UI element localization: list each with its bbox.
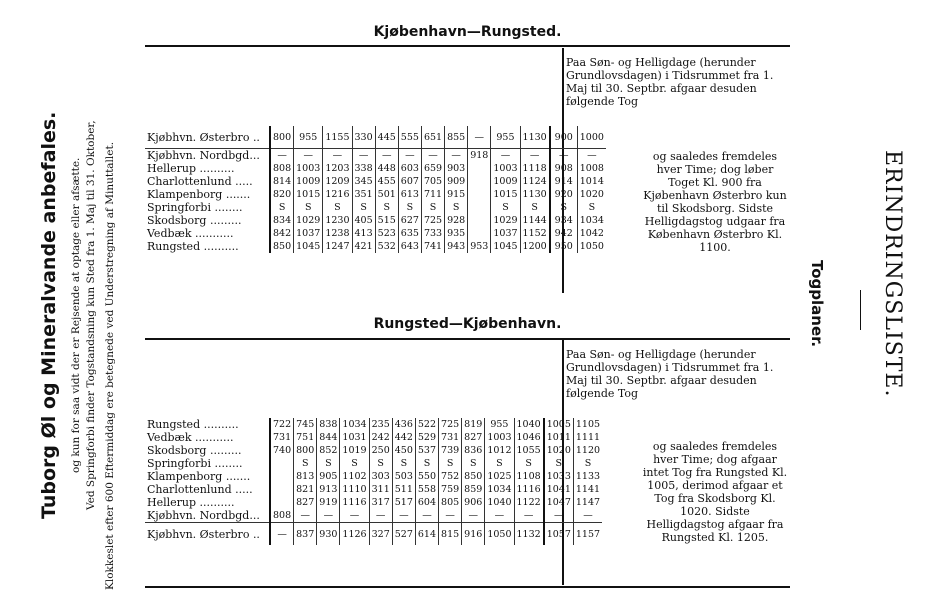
time-cell: 1045	[294, 240, 323, 253]
time-cell: 1029	[491, 214, 520, 227]
time-cell: 731	[439, 431, 462, 444]
time-cell: 705	[421, 175, 444, 188]
holiday-time-cell: 1000	[577, 126, 606, 149]
time-cell: 955	[294, 126, 323, 149]
station-name: Klampenborg .......	[147, 470, 251, 483]
time-cell: —	[340, 509, 369, 523]
section2-note: Paa Søn- og Helligdage (herunder Grundlovsdagen) i Tidsrummet fra 1. Maj til 30. Septbr. afgaar desuden følgende Tog	[566, 348, 774, 400]
holiday-time-cell: 1033	[544, 470, 574, 483]
time-cell	[468, 162, 491, 175]
time-cell: 1015	[294, 188, 323, 201]
time-cell: —	[421, 149, 444, 163]
holiday-time-cell: —	[550, 149, 578, 163]
time-cell: —	[445, 149, 468, 163]
table-row	[145, 418, 602, 431]
time-cell: 327	[369, 523, 392, 546]
time-cell: 935	[445, 227, 468, 240]
section1-title: Kjøbenhavn—Rungsted.	[373, 24, 562, 40]
time-cell: 943	[445, 240, 468, 253]
time-cell: 421	[352, 240, 375, 253]
time-cell: 1238	[323, 227, 352, 240]
time-cell: —	[462, 509, 485, 523]
time-cell: S	[323, 201, 352, 214]
time-cell	[270, 483, 294, 496]
section1-top-rule	[145, 45, 790, 47]
time-cell: 604	[415, 496, 438, 509]
time-cell: 1025	[485, 470, 514, 483]
time-cell: 1230	[323, 214, 352, 227]
holiday-time-cell: S	[550, 201, 578, 214]
time-cell: 1247	[323, 240, 352, 253]
time-cell: 311	[369, 483, 392, 496]
section2-side-note: og saaledes fremdeles hver Time; dog afgaar intet Tog fra Rungsted Kl. 1005, derimod afgaar et Tog fra Skodsborg Kl. 1020. Sidste Helligdagstog afgaar fra Rungsted Kl. 1205.	[642, 440, 788, 544]
time-cell: 448	[375, 162, 398, 175]
time-cell: 1040	[485, 496, 514, 509]
holiday-time-cell: 1047	[544, 496, 574, 509]
table-row	[145, 509, 602, 523]
time-cell: 745	[294, 418, 317, 431]
time-cell: 651	[421, 126, 444, 149]
section2-top-rule	[145, 338, 790, 340]
time-cell: 1102	[340, 470, 369, 483]
time-cell: 1034	[485, 483, 514, 496]
time-cell: 1130	[520, 126, 550, 149]
time-cell	[270, 496, 294, 509]
time-cell: —	[317, 509, 340, 523]
time-cell: 317	[369, 496, 392, 509]
time-cell: 1122	[514, 496, 544, 509]
time-cell: 1009	[294, 175, 323, 188]
time-cell: 442	[392, 431, 415, 444]
holiday-time-cell: 1034	[577, 214, 606, 227]
time-cell: 1003	[485, 431, 514, 444]
time-cell: 711	[421, 188, 444, 201]
time-cell: 405	[352, 214, 375, 227]
table-row	[145, 201, 606, 214]
time-cell: 537	[415, 444, 438, 457]
time-cell: 1055	[514, 444, 544, 457]
time-cell: S	[294, 201, 323, 214]
time-cell: S	[439, 457, 462, 470]
time-cell: 1003	[491, 162, 520, 175]
table-row	[145, 227, 606, 240]
time-cell: 603	[398, 162, 421, 175]
time-cell: 523	[375, 227, 398, 240]
time-cell: 501	[375, 188, 398, 201]
time-cell: S	[445, 201, 468, 214]
holiday-time-cell: 1141	[573, 483, 602, 496]
time-cell: 1029	[294, 214, 323, 227]
section1-cap	[145, 48, 562, 124]
time-cell: 413	[352, 227, 375, 240]
time-cell: 855	[445, 126, 468, 149]
station-name: Hellerup ..........	[147, 162, 235, 175]
time-cell: —	[491, 149, 520, 163]
time-cell	[468, 201, 491, 214]
time-cell: 450	[392, 444, 415, 457]
time-cell: S	[317, 457, 340, 470]
time-cell: 1034	[340, 418, 369, 431]
time-cell: 627	[398, 214, 421, 227]
time-cell: —	[270, 149, 294, 163]
time-cell: 1045	[491, 240, 520, 253]
station-name: Springforbi ........	[147, 457, 243, 470]
time-cell: 1003	[294, 162, 323, 175]
time-cell: 1037	[294, 227, 323, 240]
time-cell: 607	[398, 175, 421, 188]
time-cell: 1132	[514, 523, 544, 546]
holiday-time-cell: 1057	[544, 523, 574, 546]
time-cell: 1050	[485, 523, 514, 546]
table-row	[145, 126, 606, 149]
time-cell: 838	[317, 418, 340, 431]
time-cell: 242	[369, 431, 392, 444]
time-cell: 1040	[514, 418, 544, 431]
time-cell: 1009	[491, 175, 520, 188]
time-cell: S	[398, 201, 421, 214]
time-cell: —	[270, 523, 294, 546]
holiday-time-cell: 914	[550, 175, 578, 188]
time-cell: 953	[468, 240, 491, 253]
time-cell: 338	[352, 162, 375, 175]
section2-title: Rungsted—Kjøbenhavn.	[373, 316, 562, 332]
holiday-time-cell: —	[577, 149, 606, 163]
time-cell: 915	[445, 188, 468, 201]
table-row	[145, 431, 602, 444]
time-cell: 1200	[520, 240, 550, 253]
time-cell: 906	[462, 496, 485, 509]
time-cell: 837	[294, 523, 317, 546]
section2-table	[145, 418, 602, 545]
time-cell: 909	[445, 175, 468, 188]
time-cell	[270, 457, 294, 470]
time-cell: 913	[317, 483, 340, 496]
time-cell: 751	[294, 431, 317, 444]
time-cell: 1124	[520, 175, 550, 188]
section1-table	[145, 126, 606, 253]
time-cell: S	[485, 457, 514, 470]
time-cell: 550	[415, 470, 438, 483]
time-cell: 445	[375, 126, 398, 149]
holiday-time-cell: 900	[550, 126, 578, 149]
time-cell: 1155	[323, 126, 352, 149]
time-cell: 808	[270, 509, 294, 523]
section1-note: Paa Søn- og Helligdage (herunder Grundlovsdagen) i Tidsrummet fra 1. Maj til 30. Septbr. afgaar desuden følgende Tog	[566, 56, 774, 108]
holiday-time-cell: 1105	[573, 418, 602, 431]
holiday-time-cell: 1133	[573, 470, 602, 483]
time-cell: 815	[439, 523, 462, 546]
table-row	[145, 240, 606, 253]
time-cell: 955	[491, 126, 520, 149]
holiday-time-cell: 1050	[577, 240, 606, 253]
time-cell: 613	[398, 188, 421, 201]
table-row	[145, 444, 602, 457]
time-cell: 527	[392, 523, 415, 546]
time-cell: 1130	[520, 188, 550, 201]
footnote-line3: og kun for saa vidt der er Rejsende at optage eller afsætte.	[70, 157, 82, 473]
time-cell: 555	[398, 126, 421, 149]
time-cell: 752	[439, 470, 462, 483]
time-cell: S	[415, 457, 438, 470]
station-name: Rungsted ..........	[147, 240, 239, 253]
time-cell: 842	[270, 227, 294, 240]
time-cell: —	[439, 509, 462, 523]
station-name: Skodsborg .........	[147, 444, 242, 457]
time-cell: 850	[270, 240, 294, 253]
time-cell: 1116	[514, 483, 544, 496]
time-cell: 813	[294, 470, 317, 483]
time-cell: 731	[270, 431, 294, 444]
station-name: Kjøbhvn. Nordbgd...	[147, 149, 260, 162]
time-cell: 522	[415, 418, 438, 431]
time-cell: 503	[392, 470, 415, 483]
station-name: Hellerup ..........	[147, 496, 235, 509]
time-cell: —	[375, 149, 398, 163]
time-cell: 850	[462, 470, 485, 483]
holiday-time-cell: 1020	[577, 188, 606, 201]
station-name: Kjøbhvn. Østerbro ..	[145, 126, 270, 149]
station-name: Charlottenlund .....	[147, 483, 253, 496]
togplaner-heading: Togplaner.	[808, 260, 826, 348]
time-cell: 235	[369, 418, 392, 431]
holiday-time-cell: 1008	[577, 162, 606, 175]
time-cell: —	[415, 509, 438, 523]
time-cell: 916	[462, 523, 485, 546]
holiday-time-cell: 950	[550, 240, 578, 253]
footnote-line1: Klokkeslet efter 600 Eftermiddag ere betegnede ved Understregning af Minuttallet.	[104, 141, 116, 590]
time-cell: 517	[392, 496, 415, 509]
holiday-time-cell: 1011	[544, 431, 574, 444]
time-cell: S	[421, 201, 444, 214]
table-row	[145, 214, 606, 227]
time-cell: 659	[421, 162, 444, 175]
holiday-time-cell: S	[577, 201, 606, 214]
time-cell: 1152	[520, 227, 550, 240]
table-row	[145, 149, 606, 163]
time-cell: 303	[369, 470, 392, 483]
time-cell: 903	[445, 162, 468, 175]
table-row	[145, 188, 606, 201]
time-cell: 1116	[340, 496, 369, 509]
time-cell: 722	[270, 418, 294, 431]
time-cell: 1046	[514, 431, 544, 444]
time-cell: —	[369, 509, 392, 523]
holiday-time-cell: S	[573, 457, 602, 470]
time-cell: —	[392, 509, 415, 523]
time-cell: S	[514, 457, 544, 470]
station-name: Kjøbhvn. Østerbro ..	[145, 523, 270, 546]
time-cell: S	[294, 457, 317, 470]
table-row	[145, 523, 602, 546]
time-cell: 834	[270, 214, 294, 227]
time-cell: 1118	[520, 162, 550, 175]
time-cell: —	[294, 509, 317, 523]
time-cell: 930	[317, 523, 340, 546]
time-cell: 351	[352, 188, 375, 201]
holiday-time-cell: 1111	[573, 431, 602, 444]
holiday-time-cell: 1005	[544, 418, 574, 431]
time-cell: 643	[398, 240, 421, 253]
time-cell: 529	[415, 431, 438, 444]
time-cell: 905	[317, 470, 340, 483]
station-name: Kjøbhvn. Nordbgd...	[147, 509, 260, 522]
time-cell: 1209	[323, 175, 352, 188]
time-cell: 345	[352, 175, 375, 188]
table-row	[145, 470, 602, 483]
table-row	[145, 496, 602, 509]
time-cell	[468, 214, 491, 227]
time-cell: 250	[369, 444, 392, 457]
time-cell: 511	[392, 483, 415, 496]
holiday-time-cell: S	[544, 457, 574, 470]
time-cell: 836	[462, 444, 485, 457]
divider-short	[860, 290, 862, 330]
time-cell: 739	[439, 444, 462, 457]
time-cell: 800	[294, 444, 317, 457]
holiday-time-cell: —	[544, 509, 574, 523]
holiday-time-cell: 1157	[573, 523, 602, 546]
time-cell: 819	[462, 418, 485, 431]
holiday-time-cell: —	[573, 509, 602, 523]
time-cell: 532	[375, 240, 398, 253]
time-cell: 1015	[491, 188, 520, 201]
station-name: Klampenborg .......	[147, 188, 251, 201]
time-cell: 859	[462, 483, 485, 496]
time-cell: 805	[439, 496, 462, 509]
time-cell: 1012	[485, 444, 514, 457]
time-cell: 844	[317, 431, 340, 444]
time-cell: 741	[421, 240, 444, 253]
time-cell: S	[340, 457, 369, 470]
time-cell	[270, 470, 294, 483]
time-cell: 928	[445, 214, 468, 227]
time-cell: S	[270, 201, 294, 214]
time-cell: 808	[270, 162, 294, 175]
station-name: Springforbi ........	[147, 201, 243, 214]
time-cell: 1037	[491, 227, 520, 240]
time-cell: 1110	[340, 483, 369, 496]
erindringsliste-heading: ERINDRINGSLISTE.	[880, 150, 905, 398]
table-row	[145, 162, 606, 175]
time-cell: —	[294, 149, 323, 163]
holiday-time-cell: 908	[550, 162, 578, 175]
time-cell: 852	[317, 444, 340, 457]
time-cell: 733	[421, 227, 444, 240]
station-name: Rungsted ..........	[147, 418, 239, 431]
time-cell: —	[485, 509, 514, 523]
time-cell: 725	[439, 418, 462, 431]
table-row	[145, 457, 602, 470]
time-cell: S	[392, 457, 415, 470]
time-cell: —	[352, 149, 375, 163]
holiday-time-cell: 1041	[544, 483, 574, 496]
time-cell: 614	[415, 523, 438, 546]
time-cell: 827	[294, 496, 317, 509]
footnote-line2: Ved Springforbi finder Togstandsning kun Sted fra 1. Maj til 31. Oktober,	[85, 120, 97, 510]
time-cell: 821	[294, 483, 317, 496]
time-cell: 814	[270, 175, 294, 188]
section2-bottom-rule	[145, 586, 790, 588]
time-cell: 800	[270, 126, 294, 149]
time-cell: 558	[415, 483, 438, 496]
time-cell: 955	[485, 418, 514, 431]
holiday-time-cell: 920	[550, 188, 578, 201]
time-cell: 1216	[323, 188, 352, 201]
time-cell: 1203	[323, 162, 352, 175]
time-cell: 635	[398, 227, 421, 240]
time-cell: 1108	[514, 470, 544, 483]
time-cell: 515	[375, 214, 398, 227]
table-row	[145, 483, 602, 496]
time-cell	[468, 227, 491, 240]
section1-side-note: og saaledes fremdeles hver Time; dog løber Toget Kl. 900 fra Kjøbenhavn Østerbro kun til Skodsborg. Sidste Helligdagstog udgaar fra København Østerbro Kl. 1100.	[643, 150, 787, 254]
time-cell: S	[352, 201, 375, 214]
holiday-time-cell: 934	[550, 214, 578, 227]
time-cell	[468, 175, 491, 188]
time-cell: 918	[468, 149, 491, 163]
time-cell: S	[375, 201, 398, 214]
time-cell: 827	[462, 431, 485, 444]
time-cell: —	[520, 149, 550, 163]
time-cell: S	[520, 201, 550, 214]
station-name: Vedbæk ...........	[147, 227, 234, 240]
time-cell: —	[468, 126, 491, 149]
time-cell: 820	[270, 188, 294, 201]
holiday-time-cell: 1042	[577, 227, 606, 240]
time-cell: —	[323, 149, 352, 163]
time-cell: —	[398, 149, 421, 163]
time-cell: 1144	[520, 214, 550, 227]
holiday-time-cell: 1014	[577, 175, 606, 188]
time-cell: 759	[439, 483, 462, 496]
holiday-time-cell: 1147	[573, 496, 602, 509]
time-cell: 725	[421, 214, 444, 227]
holiday-time-cell: 942	[550, 227, 578, 240]
ad-text: Tuborg Øl og Mineralvande anbefales.	[38, 111, 60, 519]
holiday-time-cell: 1020	[544, 444, 574, 457]
station-name: Vedbæk ...........	[147, 431, 234, 444]
time-cell: 919	[317, 496, 340, 509]
time-cell: 1126	[340, 523, 369, 546]
time-cell: S	[462, 457, 485, 470]
time-cell: 1019	[340, 444, 369, 457]
table-row	[145, 175, 606, 188]
time-cell: —	[514, 509, 544, 523]
time-cell: 1031	[340, 431, 369, 444]
time-cell	[468, 188, 491, 201]
time-cell: S	[369, 457, 392, 470]
time-cell: 330	[352, 126, 375, 149]
time-cell: S	[491, 201, 520, 214]
station-name: Skodsborg .........	[147, 214, 242, 227]
holiday-time-cell: 1120	[573, 444, 602, 457]
time-cell: 740	[270, 444, 294, 457]
station-name: Charlottenlund .....	[147, 175, 253, 188]
time-cell: 455	[375, 175, 398, 188]
time-cell: 436	[392, 418, 415, 431]
